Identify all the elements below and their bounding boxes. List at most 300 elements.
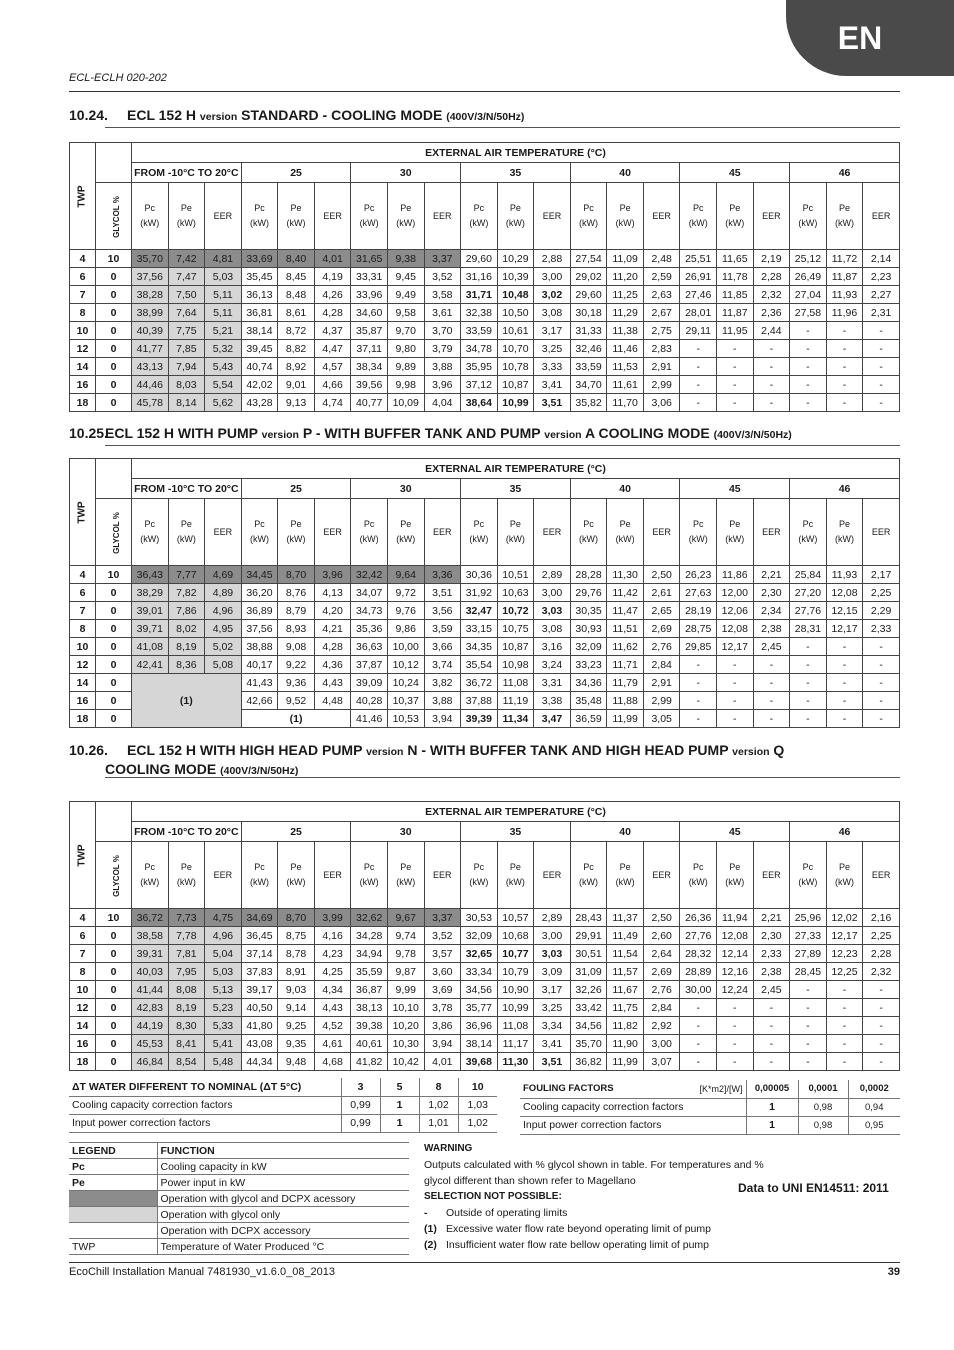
column-header: Pc (kW) — [351, 183, 388, 250]
data-cell: - — [717, 674, 754, 692]
data-cell: 11,57 — [607, 963, 644, 981]
data-cell: 11,96 — [826, 304, 863, 322]
column-header: Pc (kW) — [461, 842, 498, 909]
table-row — [70, 584, 900, 602]
data-cell: 7,95 — [168, 963, 205, 981]
data-cell: 9,89 — [387, 358, 424, 376]
data-cell: 39,45 — [241, 340, 278, 358]
data-cell: 39,38 — [351, 1017, 388, 1035]
data-cell: 34,70 — [570, 376, 607, 394]
fouling-col: 0,0001 — [798, 1080, 848, 1098]
column-header: Pe (kW) — [387, 499, 424, 566]
data-cell: 10,30 — [387, 1035, 424, 1053]
data-cell: 11,85 — [717, 286, 754, 304]
data-cell: 34,45 — [241, 566, 278, 584]
data-cell: 3,74 — [424, 656, 461, 674]
glycol-value: 0 — [96, 638, 132, 656]
data-cell: - — [826, 981, 863, 999]
data-cell: - — [790, 340, 827, 358]
note-1-cell: (1) — [241, 710, 351, 728]
data-cell: 8,03 — [168, 376, 205, 394]
data-cell: 32,09 — [570, 638, 607, 656]
data-cell: 2,32 — [753, 286, 790, 304]
data-cell: 34,36 — [570, 674, 607, 692]
data-cell: 2,23 — [863, 268, 900, 286]
data-cell: 3,52 — [424, 268, 461, 286]
data-cell: 11,79 — [607, 674, 644, 692]
data-cell: 25,96 — [790, 909, 827, 927]
data-cell: 4,89 — [205, 584, 242, 602]
data-cell: - — [717, 1017, 754, 1035]
data-cell: 35,77 — [461, 999, 498, 1017]
data-cell: 12,14 — [717, 945, 754, 963]
glycol-value: 0 — [96, 584, 132, 602]
data-cell: 30,35 — [570, 602, 607, 620]
column-header: Pe (kW) — [717, 842, 754, 909]
data-cell: 4,01 — [314, 250, 351, 268]
twp-value: 7 — [70, 286, 96, 304]
data-cell: 35,54 — [461, 656, 498, 674]
data-cell: 38,99 — [132, 304, 169, 322]
data-cell: 3,17 — [534, 322, 571, 340]
data-cell: 33,59 — [461, 322, 498, 340]
data-cell: 12,08 — [717, 927, 754, 945]
twp-value: 12 — [70, 999, 96, 1017]
data-cell: 4,20 — [314, 602, 351, 620]
title-part: ECL 152 H — [127, 107, 200, 123]
data-cell: 12,25 — [826, 963, 863, 981]
temp-header: 35 — [461, 479, 571, 499]
data-cell: 36,20 — [241, 584, 278, 602]
data-cell: 9,49 — [387, 286, 424, 304]
table-row — [70, 1035, 900, 1053]
data-cell: 2,17 — [863, 566, 900, 584]
data-cell: - — [863, 1053, 900, 1071]
delta-t-value: 1,02 — [458, 1114, 497, 1132]
data-cell: 2,38 — [753, 963, 790, 981]
document-code: ECL-ECLH 020-202 — [69, 72, 167, 84]
data-cell: - — [680, 358, 717, 376]
data-cell: 3,58 — [424, 286, 461, 304]
data-cell: 3,88 — [424, 358, 461, 376]
glycol-value: 0 — [96, 322, 132, 340]
data-cell: 41,80 — [241, 1017, 278, 1035]
blank-cell — [96, 822, 132, 842]
data-cell: 26,23 — [680, 566, 717, 584]
twp-header: TWP — [70, 143, 96, 250]
table-row — [70, 1053, 900, 1071]
column-header: Pe (kW) — [497, 499, 534, 566]
data-cell: 36,89 — [241, 602, 278, 620]
data-cell: 29,76 — [570, 584, 607, 602]
glycol-value: 0 — [96, 981, 132, 999]
data-cell: - — [863, 981, 900, 999]
data-cell: 5,41 — [205, 1035, 242, 1053]
data-cell: 8,48 — [278, 286, 315, 304]
data-cell: 10,00 — [387, 638, 424, 656]
twp-value: 18 — [70, 394, 96, 412]
data-cell: 25,84 — [790, 566, 827, 584]
data-cell: - — [790, 674, 827, 692]
data-cell: 10,09 — [387, 394, 424, 412]
delta-t-value: 1,02 — [419, 1096, 458, 1114]
data-cell: 8,19 — [168, 638, 205, 656]
data-cell: - — [717, 394, 754, 412]
column-header: EER — [314, 183, 351, 250]
data-cell: - — [863, 1035, 900, 1053]
data-cell: 3,41 — [534, 376, 571, 394]
legend-key: Pc — [69, 1159, 157, 1175]
external-air-header: EXTERNAL AIR TEMPERATURE (°C) — [132, 143, 900, 163]
data-cell: 5,33 — [205, 1017, 242, 1035]
column-header: Pe (kW) — [168, 499, 205, 566]
data-cell: 37,12 — [461, 376, 498, 394]
data-cell: 43,08 — [241, 1035, 278, 1053]
data-cell: - — [826, 1053, 863, 1071]
data-cell: 27,89 — [790, 945, 827, 963]
data-cell: 35,36 — [351, 620, 388, 638]
data-cell: 11,37 — [607, 909, 644, 927]
data-cell: 30,18 — [570, 304, 607, 322]
twp-value: 18 — [70, 710, 96, 728]
data-cell: 8,72 — [278, 322, 315, 340]
data-cell: 9,36 — [278, 674, 315, 692]
data-cell: - — [826, 710, 863, 728]
data-cell: - — [826, 340, 863, 358]
data-cell: 11,29 — [607, 304, 644, 322]
data-cell: 10,53 — [387, 710, 424, 728]
data-cell: 2,36 — [753, 304, 790, 322]
data-cell: - — [863, 394, 900, 412]
data-cell: 12,23 — [826, 945, 863, 963]
data-cell: 10,20 — [387, 1017, 424, 1035]
twp-value: 6 — [70, 927, 96, 945]
twp-value: 6 — [70, 584, 96, 602]
data-cell: 34,60 — [351, 304, 388, 322]
data-cell: 36,13 — [241, 286, 278, 304]
data-cell: 9,03 — [278, 981, 315, 999]
data-cell: 42,66 — [241, 692, 278, 710]
data-cell: - — [680, 1053, 717, 1071]
column-header: EER — [863, 183, 900, 250]
column-header: EER — [863, 842, 900, 909]
data-cell: 5,08 — [205, 656, 242, 674]
data-cell: 35,59 — [351, 963, 388, 981]
data-cell: - — [790, 1035, 827, 1053]
data-cell: 38,14 — [461, 1035, 498, 1053]
data-cell: 3,51 — [534, 394, 571, 412]
data-cell: 44,19 — [132, 1017, 169, 1035]
data-cell: 11,86 — [717, 566, 754, 584]
data-cell: 11,25 — [607, 286, 644, 304]
data-cell: 30,93 — [570, 620, 607, 638]
data-cell: - — [790, 656, 827, 674]
column-header: EER — [753, 183, 790, 250]
data-cell: - — [680, 1035, 717, 1053]
selection-heading: SELECTION NOT POSSIBLE: — [424, 1191, 562, 1202]
data-cell: 12,15 — [826, 602, 863, 620]
table-row — [70, 268, 900, 286]
data-cell: 12,02 — [826, 909, 863, 927]
column-header: Pc (kW) — [241, 183, 278, 250]
data-cell: - — [680, 656, 717, 674]
data-cell: - — [753, 999, 790, 1017]
twp-value: 12 — [70, 656, 96, 674]
note-text: Excessive water flow rate beyond operating limit of pump — [446, 1223, 711, 1235]
data-cell: 7,94 — [168, 358, 205, 376]
data-cell: 34,73 — [351, 602, 388, 620]
data-cell: 34,56 — [570, 1017, 607, 1035]
table-row — [70, 999, 900, 1017]
blank-cell — [96, 459, 132, 479]
data-cell: 4,43 — [314, 674, 351, 692]
data-cell: 36,96 — [461, 1017, 498, 1035]
data-cell: - — [826, 394, 863, 412]
data-cell: 2,69 — [643, 963, 680, 981]
data-cell: 5,11 — [205, 304, 242, 322]
data-cell: 32,62 — [351, 909, 388, 927]
delta-t-row-label: Cooling capacity correction factors — [69, 1096, 341, 1114]
data-cell: 8,45 — [278, 268, 315, 286]
data-cell: 2,44 — [753, 322, 790, 340]
data-cell: 4,66 — [314, 376, 351, 394]
data-cell: 3,94 — [424, 1035, 461, 1053]
data-cell: 8,92 — [278, 358, 315, 376]
data-cell: 28,19 — [680, 602, 717, 620]
data-cell: 11,17 — [497, 1035, 534, 1053]
column-header: Pc (kW) — [680, 499, 717, 566]
data-cell: 5,62 — [205, 394, 242, 412]
data-cell: 2,21 — [753, 909, 790, 927]
data-cell: - — [790, 394, 827, 412]
table-row — [70, 981, 900, 999]
data-cell: - — [717, 999, 754, 1017]
data-cell: 5,11 — [205, 286, 242, 304]
column-header: EER — [643, 499, 680, 566]
data-cell: 3,17 — [534, 981, 571, 999]
title-part: version — [366, 746, 404, 758]
data-cell: 26,49 — [790, 268, 827, 286]
data-cell: 30,51 — [570, 945, 607, 963]
footer-text: EcoChill Installation Manual 7481930_v1.6.0_08_2013 — [69, 1266, 336, 1278]
data-cell: 11,51 — [607, 620, 644, 638]
data-cell: - — [753, 340, 790, 358]
data-cell: 4,47 — [314, 340, 351, 358]
data-cell: 11,67 — [607, 981, 644, 999]
data-cell: 3,34 — [534, 1017, 571, 1035]
data-cell: 34,56 — [461, 981, 498, 999]
data-cell: 3,96 — [314, 566, 351, 584]
column-header: Pc (kW) — [132, 499, 169, 566]
twp-value: 14 — [70, 1017, 96, 1035]
data-cell: 10,87 — [497, 638, 534, 656]
data-cell: 3,03 — [534, 602, 571, 620]
glycol-value: 0 — [96, 340, 132, 358]
legend-function: Operation with DCPX accessory — [157, 1223, 409, 1239]
section-number: 10.25. — [69, 425, 108, 441]
title-part: P - WITH BUFFER TANK AND PUMP — [298, 425, 545, 441]
data-cell: 11,62 — [607, 638, 644, 656]
data-cell: 7,47 — [168, 268, 205, 286]
data-cell: 35,45 — [241, 268, 278, 286]
data-cell: - — [790, 1053, 827, 1071]
column-header: Pc (kW) — [790, 183, 827, 250]
data-cell: 37,56 — [241, 620, 278, 638]
data-cell: 11,71 — [607, 656, 644, 674]
glycol-value: 0 — [96, 286, 132, 304]
data-cell: 4,48 — [314, 692, 351, 710]
data-cell: 39,17 — [241, 981, 278, 999]
column-header: Pc (kW) — [241, 842, 278, 909]
temp-header: FROM -10°C TO 20°C — [132, 822, 242, 842]
data-cell: 9,72 — [387, 584, 424, 602]
data-cell: 28,31 — [790, 620, 827, 638]
data-cell: 2,84 — [643, 656, 680, 674]
data-cell: 2,45 — [753, 981, 790, 999]
data-cell: 39,56 — [351, 376, 388, 394]
data-cell: 3,05 — [643, 710, 680, 728]
legend-key: Pe — [69, 1175, 157, 1191]
column-header: Pc (kW) — [461, 183, 498, 250]
data-cell: 8,40 — [278, 250, 315, 268]
fouling-value: 1 — [746, 1116, 798, 1134]
delta-t-header: ΔT WATER DIFFERENT TO NOMINAL (ΔT 5°C) — [69, 1078, 341, 1096]
data-cell: 7,73 — [168, 909, 205, 927]
data-cell: 36,45 — [241, 927, 278, 945]
temp-header: 35 — [461, 163, 571, 183]
data-cell: 4,36 — [314, 656, 351, 674]
data-cell: - — [863, 674, 900, 692]
data-cell: 12,16 — [717, 963, 754, 981]
data-cell: 36,81 — [241, 304, 278, 322]
delta-t-col: 8 — [419, 1078, 458, 1096]
data-cell: 3,59 — [424, 620, 461, 638]
twp-value: 10 — [70, 981, 96, 999]
column-header: Pe (kW) — [278, 183, 315, 250]
data-cell: 7,86 — [168, 602, 205, 620]
column-header: EER — [424, 842, 461, 909]
data-cell: 7,85 — [168, 340, 205, 358]
legend-function: Operation with glycol only — [157, 1207, 409, 1223]
table-row — [70, 1017, 900, 1035]
data-cell: 40,77 — [351, 394, 388, 412]
temp-header: 40 — [570, 479, 680, 499]
section-rule — [105, 127, 900, 128]
data-cell: 3,56 — [424, 602, 461, 620]
data-cell: - — [863, 656, 900, 674]
glycol-value: 0 — [96, 710, 132, 728]
data-cell: 29,60 — [570, 286, 607, 304]
data-cell: - — [790, 376, 827, 394]
data-cell: 10,90 — [497, 981, 534, 999]
table-row — [70, 909, 900, 927]
data-cell: 12,24 — [717, 981, 754, 999]
data-cell: 11,49 — [607, 927, 644, 945]
column-header: EER — [753, 842, 790, 909]
data-cell: 39,71 — [132, 620, 169, 638]
data-cell: 2,14 — [863, 250, 900, 268]
data-cell: 2,59 — [643, 268, 680, 286]
data-cell: 39,09 — [351, 674, 388, 692]
glycol-value: 0 — [96, 602, 132, 620]
data-cell: 2,16 — [863, 909, 900, 927]
data-cell: 9,70 — [387, 322, 424, 340]
data-cell: 2,30 — [753, 927, 790, 945]
data-cell: 2,69 — [643, 620, 680, 638]
data-cell: 11,70 — [607, 394, 644, 412]
data-cell: 30,00 — [680, 981, 717, 999]
data-cell: 10,51 — [497, 566, 534, 584]
temp-header: 45 — [680, 822, 790, 842]
data-cell: 3,09 — [534, 963, 571, 981]
data-cell: 9,22 — [278, 656, 315, 674]
data-cell: 40,28 — [351, 692, 388, 710]
table-row — [70, 286, 900, 304]
data-cell: 2,27 — [863, 286, 900, 304]
fouling-value: 0,98 — [798, 1116, 848, 1134]
title-part: A COOLING MODE — [581, 425, 714, 441]
data-cell: 11,47 — [607, 602, 644, 620]
temp-header: 30 — [351, 479, 461, 499]
data-cell: 7,77 — [168, 566, 205, 584]
glycol-value: 0 — [96, 999, 132, 1017]
data-cell: 3,57 — [424, 945, 461, 963]
data-cell: 10,24 — [387, 674, 424, 692]
data-cell: 30,36 — [461, 566, 498, 584]
data-cell: 9,74 — [387, 927, 424, 945]
data-cell: - — [863, 322, 900, 340]
data-cell: 8,93 — [278, 620, 315, 638]
table-row — [70, 358, 900, 376]
data-cell: 2,50 — [643, 909, 680, 927]
note-item — [424, 1221, 784, 1237]
blank-cell — [96, 479, 132, 499]
data-cell: 4,23 — [314, 945, 351, 963]
data-cell: - — [790, 358, 827, 376]
data-cell: 10,37 — [387, 692, 424, 710]
data-cell: 10,63 — [497, 584, 534, 602]
data-cell: 8,70 — [278, 566, 315, 584]
data-cell: 3,79 — [424, 340, 461, 358]
data-cell: 9,35 — [278, 1035, 315, 1053]
data-cell: 11,30 — [497, 1053, 534, 1071]
column-header: Pc (kW) — [132, 183, 169, 250]
data-cell: 37,14 — [241, 945, 278, 963]
glycol-value: 0 — [96, 692, 132, 710]
data-cell: 34,78 — [461, 340, 498, 358]
data-cell: 2,25 — [863, 927, 900, 945]
footer-rule — [69, 1262, 900, 1263]
data-cell: 3,07 — [643, 1053, 680, 1071]
data-cell: 34,07 — [351, 584, 388, 602]
glycol-value: 0 — [96, 620, 132, 638]
data-cell: 8,54 — [168, 1053, 205, 1071]
temp-header: 25 — [241, 163, 351, 183]
data-cell: 3,25 — [534, 340, 571, 358]
title-part: (400V/3/N/50Hz) — [220, 765, 299, 777]
data-cell: 45,78 — [132, 394, 169, 412]
legend-function-header: FUNCTION — [157, 1143, 409, 1159]
section-rule — [105, 777, 900, 778]
fouling-col: 0,0002 — [848, 1080, 900, 1098]
column-header: Pc (kW) — [680, 842, 717, 909]
data-cell: 26,36 — [680, 909, 717, 927]
twp-value: 4 — [70, 909, 96, 927]
data-cell: 2,38 — [753, 620, 790, 638]
data-cell: 3,86 — [424, 1017, 461, 1035]
data-cell: 3,82 — [424, 674, 461, 692]
section-title-10-26 — [69, 742, 784, 780]
